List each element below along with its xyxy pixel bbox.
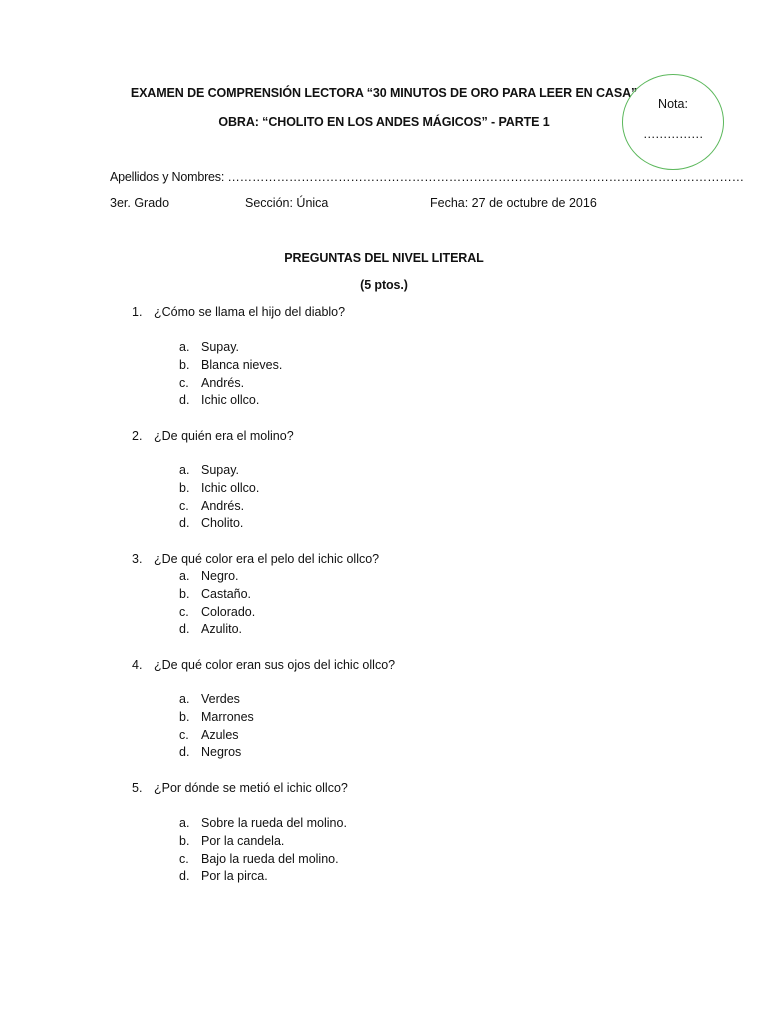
- option-letter: b.: [179, 480, 190, 495]
- question-stem: [132, 427, 294, 445]
- option-list: [132, 462, 294, 533]
- question-text: ¿De quién era el molino?: [154, 429, 294, 443]
- question-number: 1.: [132, 305, 143, 319]
- grade-value: ……………: [643, 127, 703, 141]
- option-item: [132, 744, 395, 762]
- option-letter: c.: [179, 851, 189, 866]
- question: [132, 550, 379, 639]
- question-stem: [132, 550, 379, 568]
- option-item: [132, 621, 379, 639]
- question: [132, 779, 348, 886]
- option-letter: b.: [179, 357, 190, 372]
- grade-text: 3er. Grado: [110, 196, 170, 210]
- option-text: Sobre la rueda del molino.: [201, 816, 347, 830]
- option-item: [132, 392, 345, 410]
- option-letter: a.: [179, 692, 190, 706]
- option-letter: b.: [179, 833, 190, 848]
- option-text: Colorado.: [201, 604, 256, 619]
- option-text: Supay.: [201, 463, 239, 477]
- option-letter: c.: [179, 375, 189, 390]
- option-item: [132, 851, 348, 869]
- option-text: Ichic ollco.: [201, 480, 260, 495]
- option-letter: d.: [179, 516, 190, 531]
- question: [132, 656, 395, 762]
- option-list: [132, 339, 345, 410]
- option-item: [132, 604, 379, 622]
- section-heading: PREGUNTAS DEL NIVEL LITERAL: [284, 251, 484, 265]
- option-text: Ichic ollco.: [201, 393, 260, 408]
- date-text: Fecha: 27 de octubre de 2016: [430, 196, 597, 210]
- question: [132, 427, 294, 533]
- option-item: [132, 480, 294, 498]
- option-item: [132, 868, 348, 886]
- grade-circle: [622, 74, 724, 170]
- question-text: ¿De qué color eran sus ojos del ichic ollco?: [154, 658, 396, 672]
- option-text: Cholito.: [201, 516, 244, 531]
- student-names-line: Apellidos y Nombres: ………………………………………………………………………………………………………………: [110, 170, 744, 184]
- option-text: Castaño.: [201, 586, 252, 601]
- question-stem: [132, 779, 348, 797]
- grade-label: Nota:: [658, 97, 688, 111]
- option-letter: d.: [179, 393, 190, 408]
- option-letter: c.: [179, 604, 189, 619]
- question: [132, 303, 345, 410]
- option-letter: a.: [179, 340, 190, 354]
- option-list: [132, 691, 395, 762]
- option-item: [132, 462, 294, 480]
- option-text: Negro.: [201, 569, 239, 583]
- option-letter: c.: [179, 727, 189, 742]
- option-text: Negros: [201, 745, 242, 760]
- option-item: [132, 727, 395, 745]
- option-letter: d.: [179, 745, 190, 760]
- option-text: Bajo la rueda del molino.: [201, 851, 339, 866]
- question-number: 5.: [132, 781, 143, 795]
- option-text: Azules: [201, 727, 239, 742]
- option-item: [132, 586, 379, 604]
- option-text: Andrés.: [201, 375, 245, 390]
- option-letter: a.: [179, 569, 190, 583]
- option-item: [132, 691, 395, 709]
- option-text: Andrés.: [201, 498, 245, 513]
- option-text: Por la candela.: [201, 833, 285, 848]
- option-text: Verdes: [201, 692, 240, 706]
- question-text: ¿Cómo se llama el hijo del diablo?: [154, 305, 346, 319]
- option-letter: d.: [179, 622, 190, 637]
- option-letter: c.: [179, 498, 189, 513]
- question-number: 4.: [132, 658, 143, 672]
- section-points: (5 ptos.): [360, 278, 408, 292]
- option-item: [132, 515, 294, 533]
- option-item: [132, 339, 345, 357]
- question-number: 2.: [132, 429, 143, 443]
- option-text: Supay.: [201, 340, 239, 354]
- option-text: Blanca nieves.: [201, 357, 283, 372]
- option-letter: a.: [179, 463, 190, 477]
- option-list: [132, 815, 348, 886]
- option-text: Marrones: [201, 709, 254, 724]
- option-item: [132, 498, 294, 516]
- option-letter: a.: [179, 816, 190, 830]
- question-number: 3.: [132, 552, 143, 566]
- option-item: [132, 568, 379, 586]
- exam-title: EXAMEN DE COMPRENSIÓN LECTORA “30 MINUTOS DE ORO PARA LEER EN CASA”: [130, 86, 638, 100]
- question-text: ¿De qué color era el pelo del ichic ollco?: [154, 552, 380, 566]
- option-text: Azulito.: [201, 622, 242, 637]
- option-item: [132, 357, 345, 375]
- section-text: Sección: Única: [245, 196, 329, 210]
- option-item: [132, 375, 345, 393]
- option-item: [132, 815, 348, 833]
- option-letter: d.: [179, 869, 190, 884]
- work-title: OBRA: “CHOLITO EN LOS ANDES MÁGICOS” - PARTE 1: [218, 115, 550, 129]
- question-stem: [132, 656, 395, 674]
- option-letter: b.: [179, 586, 190, 601]
- option-item: [132, 709, 395, 727]
- question-text: ¿Por dónde se metió el ichic ollco?: [154, 781, 348, 795]
- option-item: [132, 833, 348, 851]
- option-letter: b.: [179, 709, 190, 724]
- option-list: [132, 568, 379, 639]
- question-stem: [132, 303, 345, 321]
- option-text: Por la pirca.: [201, 869, 268, 884]
